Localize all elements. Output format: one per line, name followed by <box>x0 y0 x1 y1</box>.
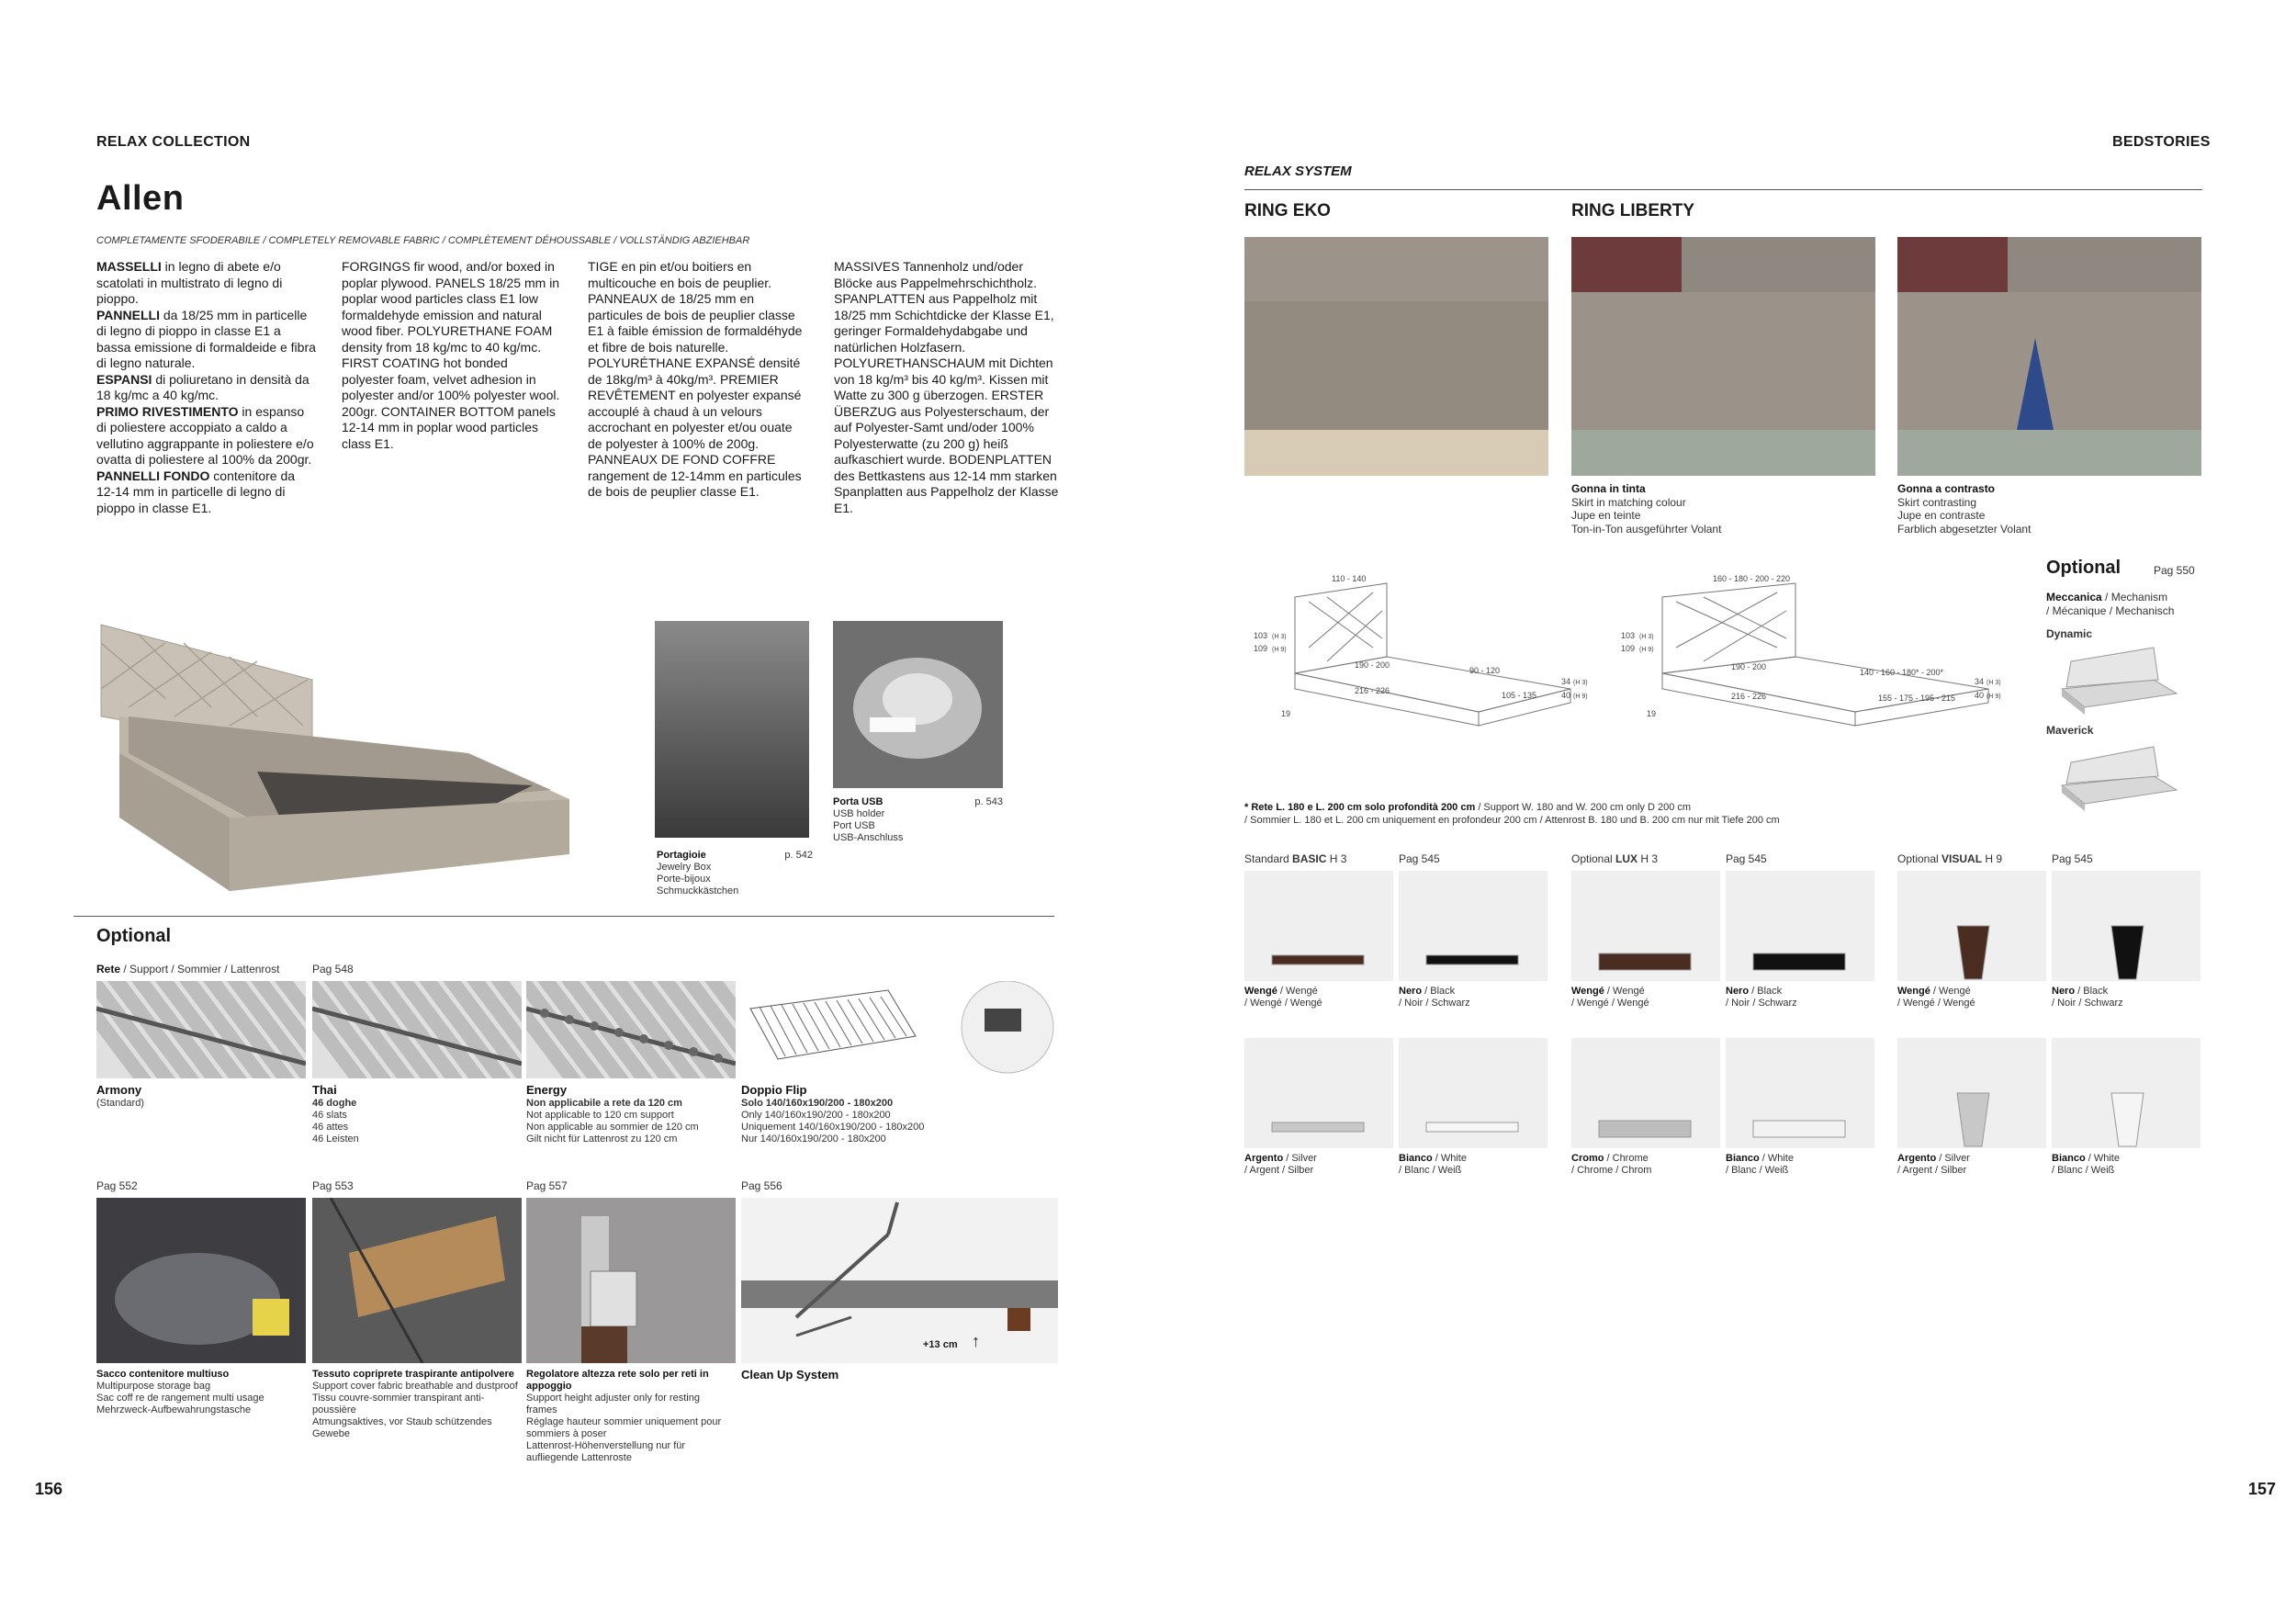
it-keyword: ESPANSI <box>96 371 152 387</box>
slat-caption <box>312 1084 519 1145</box>
slat-image <box>312 981 522 1078</box>
extra-image <box>741 1198 1058 1363</box>
foot-finish-fr-de: / Argent / Silber <box>1897 1165 1967 1176</box>
foot-swatch <box>1571 871 1720 981</box>
foot-finish-name: Bianco <box>2052 1153 2086 1164</box>
feet-label-height: H 3 <box>1326 852 1347 865</box>
foot-finish-fr-de: / Chrome / Chrom <box>1571 1165 1652 1176</box>
extra-page: Pag 556 <box>741 1179 782 1192</box>
feet-label-pre: Optional <box>1897 852 1942 865</box>
extra-caption <box>526 1369 733 1464</box>
extra-line: Lattenrost-Höhenverstellung nur für aufliegende Lattenroste <box>526 1440 686 1463</box>
extra-page: Pag 557 <box>526 1179 568 1192</box>
svg-text:(H 3): (H 3) <box>1573 680 1588 686</box>
skirt-matching-caption: Gonna in tinta Skirt in matching colour Jupe en teinte Ton-in-Ton ausgeführter Volant <box>1571 482 1722 536</box>
slat-line: Not applicable to 120 cm support <box>526 1110 674 1121</box>
usb-holder-page: p. 543 <box>974 796 1003 807</box>
description-italian <box>96 259 317 516</box>
it-keyword: MASSELLI <box>96 259 162 274</box>
svg-text:103: 103 <box>1254 631 1268 640</box>
description-french: TIGE en pin et/ou boitiers en multicouche en bois de peuplier. PANNEAUX de 18/25 mm en particules de bois de peuplier classe E1 à faible émission de formaldéhyde et fibre de bois naturelle. POLYURÉTHANE EXPANSÉ densité de 18kg/m³ à 40kg/m³. PREMIER REVÊTEMENT en polyester expansé accouplé à chaud à un velours accrochant en polyester et/ou ouate de polyester à 100% de 200g. PANNEAUX DE FOND COFFRE rangement de 12-14mm en particules de bois de peuplier classe E1. <box>588 259 803 499</box>
foot-caption <box>1897 1153 2046 1177</box>
foot-swatch <box>1244 871 1393 981</box>
it-keyword: PANNELLI FONDO <box>96 468 210 483</box>
support-depth-note: * Rete L. 180 e L. 200 cm solo profondità 200 cm / Support W. 180 and W. 200 cm only D 200 cm / Sommier L. 180 et L. 200 cm uniquement en profondeur 200 cm / Attenrost B. 180 und B. 200 cm nur mit Tiefe 200 cm <box>1244 802 1780 826</box>
extra-image <box>526 1198 736 1363</box>
ring-liberty-title: RING LIBERTY <box>1571 201 1695 220</box>
extra-title: Tessuto copriprete traspirante antipolvere <box>312 1369 514 1380</box>
foot-finish-en: / Black <box>1749 986 1783 997</box>
it-text: in espanso di poliestere accoppiato a caldo a vellutino aggrappante in poliestere e/o ovatta di poliestere al 100% da 200gr. <box>96 403 314 467</box>
svg-text:216 - 226: 216 - 226 <box>1355 686 1390 695</box>
feet-label-name: VISUAL <box>1941 852 1983 865</box>
foot-finish-en: / Wengé <box>1930 986 1971 997</box>
extra-caption <box>312 1369 519 1440</box>
extra-line: Support height adjuster only for resting frames <box>526 1393 700 1415</box>
foot-finish-name: Nero <box>2052 986 2076 997</box>
slat-line: 46 doghe <box>312 1098 357 1109</box>
slat-title: Doppio Flip <box>741 1083 807 1097</box>
svg-text:(H 9): (H 9) <box>1639 647 1654 653</box>
slat-line: 46 slats <box>312 1110 347 1121</box>
foot-caption <box>1244 1153 1393 1177</box>
extra-line: Atmungsaktives, vor Staub schützendes Gewebe <box>312 1416 492 1439</box>
extra-image <box>312 1198 522 1363</box>
slat-title: Armony <box>96 1083 142 1097</box>
extra-line: Tissu couvre-sommier transpirant anti-poussière <box>312 1393 485 1415</box>
jewelry-box-photo <box>655 621 809 838</box>
feet-label-height: H 3 <box>1638 852 1659 865</box>
foot-swatch <box>1244 1038 1393 1148</box>
foot-swatch <box>2052 871 2200 981</box>
svg-text:190 - 200: 190 - 200 <box>1355 660 1390 670</box>
foot-swatch <box>1897 1038 2046 1148</box>
extra-caption <box>741 1369 948 1382</box>
allen-bed-photo <box>73 615 588 909</box>
foot-finish-fr-de: / Blanc / Weiß <box>1399 1165 1462 1176</box>
ring-eko-photo <box>1244 237 1548 476</box>
feet-label-name: LUX <box>1615 852 1638 865</box>
foot-finish-fr-de: / Blanc / Weiß <box>1726 1165 1789 1176</box>
foot-caption <box>2052 1153 2200 1177</box>
foot-caption <box>2052 986 2200 1009</box>
svg-text:90 - 120: 90 - 120 <box>1469 666 1501 675</box>
foot-finish-en: / White <box>1432 1153 1467 1164</box>
removable-fabric-subtitle: COMPLETAMENTE SFODERABILE / COMPLETELY REMOVABLE FABRIC / COMPLÈTEMENT DÉHOUSSABLE / VOLLSTÄNDIG ABZIEHBAR <box>96 235 750 246</box>
lift-height-label: +13 cm <box>923 1339 958 1350</box>
svg-text:34: 34 <box>1561 677 1571 686</box>
foot-finish-en: / Black <box>1422 986 1456 997</box>
foot-finish-name: Argento <box>1244 1153 1284 1164</box>
brand-header: BEDSTORIES <box>2112 134 2211 150</box>
feet-label-name: BASIC <box>1292 852 1327 865</box>
foot-finish-name: Bianco <box>1399 1153 1433 1164</box>
svg-text:155 - 175 - 195 - 215: 155 - 175 - 195 - 215 <box>1878 694 1956 703</box>
right-top-rule <box>1244 189 2202 190</box>
slat-line: Uniquement 140/160x190/200 - 180x200 <box>741 1122 925 1133</box>
page-number-left: 156 <box>35 1480 63 1498</box>
jewelry-box-title: Portagioie <box>657 850 706 861</box>
feet-group-label <box>1244 852 1346 865</box>
slat-line: 46 Leisten <box>312 1133 359 1145</box>
foot-swatch <box>1726 871 1874 981</box>
foot-caption <box>1399 986 1548 1009</box>
dynamic-label: Dynamic <box>2046 627 2093 640</box>
usb-holder-title: Porta USB <box>833 796 884 807</box>
foot-finish-en: / White <box>1759 1153 1794 1164</box>
description-german: MASSIVES Tannenholz und/oder Blöcke aus Pappelmehrschichtholz. SPANPLATTEN aus Pappelholz mit 18/25 mm Schichtdicke der Klasse E1, geringer Formaldehydabgabe und natürlichen Holzfasern. POLYURETHANSCHAUM mit Dichten von 18 kg/m³ bis 40 kg/m³. Kissen mit Watte zu 300 g überzogen. ERSTER ÜBERZUG aus Polyesterschaum, der auf Polyester-Samt und/oder 100% Polyesterwatte (zu 200 g) heiß aufkaschiert wurde. BODENPLATTEN des Bettkastens aus 12-14 mm starken Spanplatten aus Pappelholz der Klasse E1. <box>834 259 1059 515</box>
foot-finish-fr-de: / Wengé / Wengé <box>1897 998 1975 1009</box>
it-text: in legno di abete e/o scatolati in multistrato di legno di pioppo. <box>96 259 283 306</box>
foot-finish-name: Argento <box>1897 1153 1937 1164</box>
svg-text:(H 3): (H 3) <box>1272 634 1287 640</box>
ring-eko-title: RING EKO <box>1244 201 1331 220</box>
foot-finish-en: / Black <box>2075 986 2109 997</box>
slat-caption <box>96 1084 303 1110</box>
slat-image <box>526 981 736 1078</box>
eko-width-label: 110 - 140 <box>1332 574 1367 583</box>
foot-finish-fr-de: / Noir / Schwarz <box>1726 998 1797 1009</box>
foot-caption <box>1244 986 1393 1009</box>
slat-title: Energy <box>526 1083 568 1097</box>
usb-holder-photo <box>833 621 1003 788</box>
foot-finish-en: / White <box>2085 1153 2120 1164</box>
slat-line: Solo 140/160x190/200 - 180x200 <box>741 1098 894 1109</box>
foot-finish-fr-de: / Wengé / Wengé <box>1571 998 1649 1009</box>
foot-finish-name: Nero <box>1726 986 1750 997</box>
foot-finish-en: / Chrome <box>1604 1153 1649 1164</box>
jewelry-box-caption: Portagioie p. 542 Jewelry Box Porte-bijoux Schmuckkästchen <box>657 850 813 897</box>
foot-finish-name: Wengé <box>1244 986 1277 997</box>
liberty-width-label: 160 - 180 - 200 - 220 <box>1713 574 1791 583</box>
page-number-right: 157 <box>2248 1480 2277 1498</box>
slat-line: 46 attes <box>312 1122 349 1133</box>
slat-image <box>96 981 306 1078</box>
foot-finish-en: / Wengé <box>1604 986 1645 997</box>
svg-text:(H 9): (H 9) <box>1986 694 2001 700</box>
ring-liberty-contrast-photo <box>1897 237 2201 476</box>
foot-caption <box>1571 1153 1720 1177</box>
section-divider <box>73 916 1054 917</box>
optional-heading-right: Optional <box>2046 558 2122 578</box>
svg-text:103: 103 <box>1621 631 1636 640</box>
maverick-mechanism-image <box>2053 739 2181 813</box>
foot-swatch <box>1726 1038 1874 1148</box>
svg-text:105 - 135: 105 - 135 <box>1502 691 1537 700</box>
svg-text:40: 40 <box>1561 691 1571 700</box>
slat-image <box>741 981 1058 1078</box>
collection-header: RELAX COLLECTION <box>96 134 251 150</box>
foot-finish-en: / Silver <box>1936 1153 1970 1164</box>
dynamic-mechanism-image <box>2053 643 2181 716</box>
extra-line: Multipurpose storage bag <box>96 1381 211 1392</box>
foot-caption <box>1726 1153 1874 1177</box>
svg-text:140 - 160 - 180* - 200*: 140 - 160 - 180* - 200* <box>1860 668 1944 677</box>
it-keyword: PANNELLI <box>96 307 160 322</box>
extra-title: Clean Up System <box>741 1368 839 1382</box>
usb-holder-caption: Porta USB p. 543 USB holder Port USB USB-Anschluss <box>833 796 1003 843</box>
svg-text:(H 3): (H 3) <box>1986 680 2001 686</box>
svg-text:(H 9): (H 9) <box>1272 647 1287 653</box>
foot-finish-fr-de: / Blanc / Weiß <box>2052 1165 2115 1176</box>
slat-line: Nur 140/160x190/200 - 180x200 <box>741 1133 886 1145</box>
slat-page: Pag 548 <box>312 963 354 976</box>
svg-text:40: 40 <box>1975 691 1985 700</box>
extra-line: Sac coff re de rangement multi usage <box>96 1393 264 1404</box>
ring-liberty-dimension-drawing <box>1612 565 2007 730</box>
mechanism-page: Pag 550 <box>2154 564 2195 577</box>
feet-label-height: H 9 <box>1982 852 2003 865</box>
svg-text:(H 9): (H 9) <box>1573 694 1588 700</box>
foot-finish-en: / Silver <box>1283 1153 1317 1164</box>
foot-caption <box>1726 986 1874 1009</box>
ring-liberty-matching-photo <box>1571 237 1875 476</box>
extra-title: Regolatore altezza rete solo per reti in appoggio <box>526 1369 709 1392</box>
foot-swatch <box>1399 1038 1548 1148</box>
feet-group-page: Pag 545 <box>2052 852 2093 865</box>
extra-page: Pag 553 <box>312 1179 354 1192</box>
feet-group-page: Pag 545 <box>1726 852 1767 865</box>
feet-group-label <box>1571 852 1658 865</box>
slat-caption <box>741 1084 948 1145</box>
slat-title: Thai <box>312 1083 337 1097</box>
slat-line: Gilt nicht für Lattenrost zu 120 cm <box>526 1133 678 1145</box>
extra-line: Support cover fabric breathable and dustproof <box>312 1381 518 1392</box>
foot-caption <box>1571 986 1720 1009</box>
foot-finish-en: / Wengé <box>1277 986 1318 997</box>
jewelry-box-page: p. 542 <box>784 850 813 861</box>
svg-text:216 - 226: 216 - 226 <box>1731 692 1767 701</box>
foot-finish-name: Bianco <box>1726 1153 1760 1164</box>
relax-system-label: RELAX SYSTEM <box>1244 164 1352 179</box>
extra-line: Réglage hauteur sommier uniquement pour sommiers à poser <box>526 1416 722 1439</box>
product-title: Allen <box>96 179 185 218</box>
it-text: di poliuretano in densità da 18 kg/mc a 40 kg/mc. <box>96 371 310 402</box>
feet-group-label <box>1897 852 2002 865</box>
ring-eko-dimension-drawing <box>1244 565 1593 730</box>
feet-label-pre: Optional <box>1571 852 1616 865</box>
foot-swatch <box>2052 1038 2200 1148</box>
slat-line: Non applicable au sommier de 120 cm <box>526 1122 699 1133</box>
svg-text:109: 109 <box>1254 644 1268 653</box>
slat-line: (Standard) <box>96 1098 144 1109</box>
foot-caption <box>1897 986 2046 1009</box>
maverick-label: Maverick <box>2046 724 2094 737</box>
foot-finish-name: Cromo <box>1571 1153 1604 1164</box>
extra-line: Mehrzweck-Aufbewahrungstasche <box>96 1404 252 1415</box>
svg-text:(H 3): (H 3) <box>1639 634 1654 640</box>
foot-finish-name: Wengé <box>1897 986 1930 997</box>
it-text: contenitore da 12-14 mm in particelle di legno di pioppo in classe E1. <box>96 468 296 515</box>
foot-swatch <box>1399 871 1548 981</box>
slat-line: Non applicabile a rete da 120 cm <box>526 1098 682 1109</box>
svg-text:19: 19 <box>1647 709 1657 718</box>
optional-heading-left: Optional <box>96 926 172 946</box>
svg-text:34: 34 <box>1975 677 1985 686</box>
foot-caption <box>1399 1153 1548 1177</box>
extra-image <box>96 1198 306 1363</box>
slat-caption <box>526 1084 733 1145</box>
foot-finish-fr-de: / Noir / Schwarz <box>2052 998 2123 1009</box>
foot-finish-fr-de: / Argent / Silber <box>1244 1165 1314 1176</box>
it-text: da 18/25 mm in particelle di legno di pioppo in classe E1 a bassa emissione di formaldeide e fibra di legno naturale. <box>96 307 316 370</box>
svg-text:109: 109 <box>1621 644 1636 653</box>
support-label: Rete / Support / Sommier / Lattenrost <box>96 963 280 976</box>
skirt-contrast-caption: Gonna a contrasto Skirt contrasting Jupe en contraste Farblich abgesetzter Volant <box>1897 482 2032 536</box>
extra-page: Pag 552 <box>96 1179 138 1192</box>
feet-label-pre: Standard <box>1244 852 1293 865</box>
svg-text:190 - 200: 190 - 200 <box>1731 662 1767 671</box>
foot-finish-fr-de: / Wengé / Wengé <box>1244 998 1322 1009</box>
foot-finish-fr-de: / Noir / Schwarz <box>1399 998 1470 1009</box>
up-arrow-icon: ↑ <box>972 1332 980 1350</box>
foot-finish-name: Nero <box>1399 986 1423 997</box>
foot-finish-name: Wengé <box>1571 986 1604 997</box>
extra-caption <box>96 1369 303 1416</box>
foot-swatch <box>1897 871 2046 981</box>
slat-line: Only 140/160x190/200 - 180x200 <box>741 1110 891 1121</box>
it-keyword: PRIMO RIVESTIMENTO <box>96 403 239 419</box>
foot-swatch <box>1571 1038 1720 1148</box>
description-english: FORGINGS fir wood, and/or boxed in poplar plywood. PANELS 18/25 mm in poplar wood particles class E1 low formaldehyde emission and natural wood fiber. POLYURETHANE FOAM density from 18 kg/mc to 40 kg/mc. FIRST COATING hot bonded polyester foam, velvet adhesion in polyester and/or 100% polyester wool. 200gr. CONTAINER BOTTOM panels 12-14 mm in poplar wood particles class E1. <box>342 259 560 451</box>
svg-text:19: 19 <box>1281 709 1291 718</box>
feet-group-page: Pag 545 <box>1399 852 1440 865</box>
extra-title: Sacco contenitore multiuso <box>96 1369 230 1380</box>
mechanism-label: Meccanica / Mechanism / Mécanique / Mechanisch <box>2046 591 2175 617</box>
